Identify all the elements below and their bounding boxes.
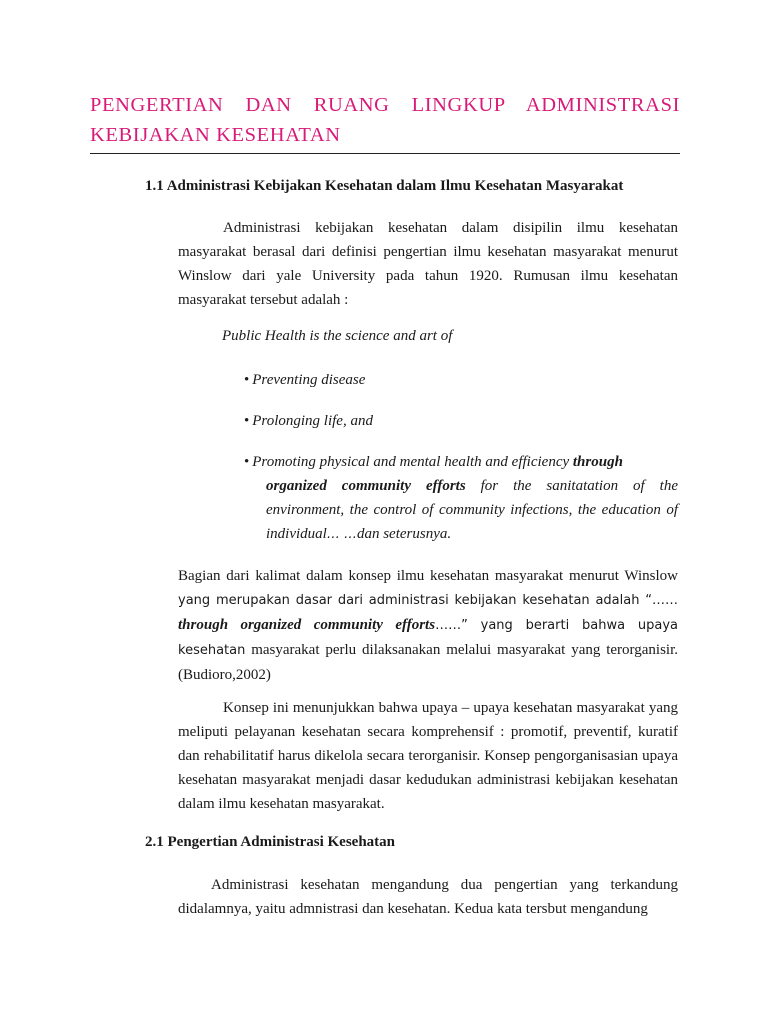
bullet-text-rest: for the sanitatation of the environment, the control of community infections, the education of individual (266, 478, 679, 542)
para2-sans-2: yang berarti bahwa upaya kesehatan (178, 618, 679, 658)
section-2-heading (145, 834, 395, 851)
bullet-period: . (447, 526, 452, 542)
section-1-paragraph-1: Administrasi kebijakan kesehatan dalam disipilin ilmu kesehatan masyarakat berasal dari definisi pengertian ilmu kesehatan masyarakat menurut Winslow dari yale University pada tahun 1920. Rumusan ilmu kesehatan masyarakat tersebut adalah : (178, 220, 678, 308)
bullet-ellipsis: … … (326, 527, 357, 542)
section-2-paragraph-1: Administrasi kesehatan mengandung dua pengertian yang terkandung didalamnya, yaitu admnistrasi dan kesehatan. Kedua kata tersbut mengandung (178, 877, 678, 917)
bullet-text-end: dan seterusnya (356, 526, 448, 542)
bullet-text: Prolonging life, and (252, 413, 373, 429)
quote-lead: Public Health is the science and art of (222, 328, 453, 344)
section-1-heading (145, 178, 623, 195)
bullet-continuation (244, 474, 678, 547)
document-title: PENGERTIAN DAN RUANG LINGKUP ADMINISTRASI KEBIJAKAN KESEHATAN (90, 94, 680, 146)
para2-dots: ……” (435, 618, 468, 633)
bullet-dot: • (244, 454, 250, 470)
bullet-text: Preventing disease (252, 372, 366, 388)
section-2-heading-text: Pengertian Administrasi Kesehatan (167, 834, 395, 850)
section-2-number: 2.1 (145, 834, 164, 850)
para2-start: Bagian dari kalimat dalam konsep ilmu kesehatan masyarakat menurut Winslow (178, 568, 678, 584)
section-1-paragraph-2 (178, 564, 678, 687)
bullet-bold-through: through (572, 454, 623, 470)
section-1-heading-text: Administrasi Kebijakan Kesehatan dalam Ilmu Kesehatan Masyarakat (166, 178, 624, 194)
bullet-item-1 (244, 368, 678, 392)
bullet-dot: • (244, 413, 250, 429)
section-1-paragraph-3: Konsep ini menunjukkan bahwa upaya – upaya kesehatan masyarakat yang meliputi pelayanan kesehatan secara komprehensif : promotif, preventif, kuratif dan rehabilitatif harus dikelola secara terorganisir. Konsep pengorganisasian upaya kesehatan masyarakat menjadi dasar kedudukan administrasi kebijakan kesehatan dalam ilmu kesehatan masyarakat. (178, 700, 678, 812)
bullet-item-2 (244, 409, 678, 433)
para2-bold-phrase: through organized community efforts (178, 617, 436, 633)
bullet-text-start: Promoting physical and mental health and efficiency (252, 454, 573, 470)
bullet-item-3 (244, 450, 678, 547)
para2-sans: yang merupakan dasar dari administrasi kebijakan kesehatan adalah “…… (178, 593, 678, 608)
bullet-bold-organized: organized community efforts (266, 478, 466, 494)
section-1-number: 1.1 (145, 178, 164, 194)
para2-end: masyarakat perlu dilaksanakan melalui masyarakat yang terorganisir. (Budioro,2002) (178, 642, 678, 683)
bullet-dot: • (244, 372, 250, 388)
title-underline (90, 153, 680, 154)
